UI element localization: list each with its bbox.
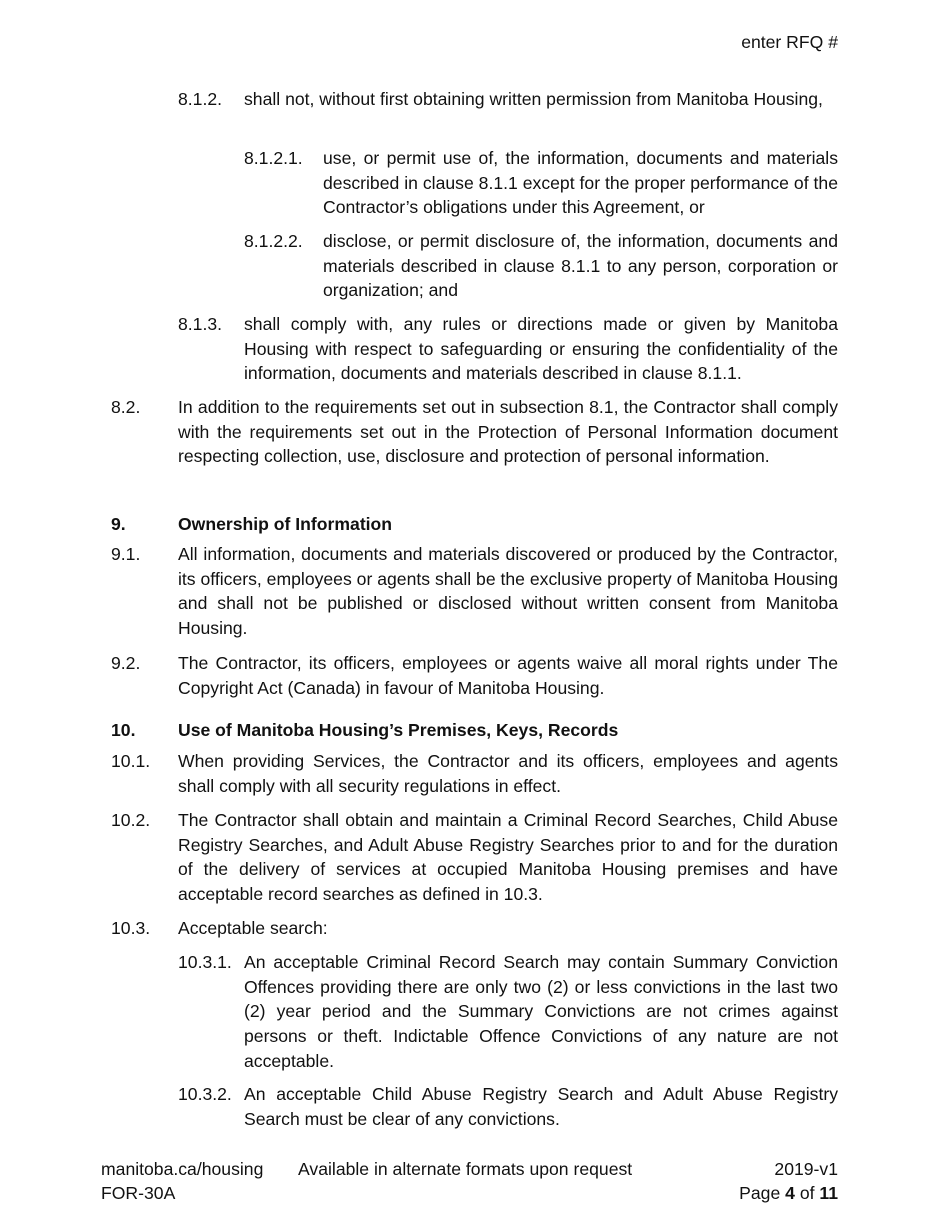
clause-text: In addition to the requirements set out in subsection 8.1, the Contractor shall comply with the requirements set out in the Protection of Personal Information document respecting collection, use, disclosure and protection of personal information. bbox=[178, 397, 838, 467]
section-title: Ownership of Information bbox=[178, 514, 393, 534]
section-heading-9 bbox=[111, 512, 838, 537]
clause-number: 10.3. bbox=[111, 918, 151, 938]
section-title: Use of Manitoba Housing’s Premises, Keys, Records bbox=[178, 720, 619, 740]
clause-number: 10.1. bbox=[111, 751, 151, 771]
page-total: 11 bbox=[819, 1183, 838, 1203]
section-heading-10 bbox=[111, 718, 838, 743]
footer-form-number: FOR-30A bbox=[101, 1183, 176, 1203]
clause-text: Acceptable search: bbox=[178, 918, 328, 938]
clause-text: All information, documents and materials discovered or produced by the Contractor, its officers, employees or agents shall be the exclusive property of Manitoba Housing and shall not be published or disclosed without written consent from Manitoba Housing. bbox=[178, 544, 838, 639]
page-of: of bbox=[799, 1183, 815, 1203]
clause-8-1-2-2 bbox=[244, 229, 838, 303]
clause-number: 10.3.1. bbox=[178, 952, 232, 972]
clause-8-1-2 bbox=[178, 87, 838, 112]
clause-text: The Contractor, its officers, employees or agents waive all moral rights under The Copyright Act (Canada) in favour of Manitoba Housing. bbox=[178, 653, 838, 698]
clause-9-2 bbox=[111, 651, 838, 700]
footer-version: 2019-v1 bbox=[774, 1159, 838, 1179]
clause-text: disclose, or permit disclosure of, the information, documents and materials described in clause 8.1.1 to any person, corporation or organization; and bbox=[323, 231, 838, 301]
footer-website: manitoba.ca/housing bbox=[101, 1159, 264, 1179]
clause-10-1 bbox=[111, 749, 838, 798]
clause-number: 8.1.2.2. bbox=[244, 231, 303, 251]
footer-alternate-formats: Available in alternate formats upon request bbox=[298, 1159, 633, 1179]
clause-10-3 bbox=[111, 916, 838, 941]
clause-10-3-1 bbox=[178, 950, 838, 1074]
footer-page-number bbox=[739, 1181, 838, 1205]
clause-8-2 bbox=[111, 395, 838, 469]
clause-text: An acceptable Child Abuse Registry Search and Adult Abuse Registry Search must be clear of any convictions. bbox=[244, 1084, 838, 1129]
clause-text: use, or permit use of, the information, documents and materials described in clause 8.1.1 except for the proper performance of the Contractor’s obligations under this Agreement, or bbox=[323, 148, 838, 218]
page-label: Page bbox=[739, 1183, 781, 1203]
clause-text: shall comply with, any rules or directions made or given by Manitoba Housing with respect to safeguarding or ensuring the confidentiality of the information, documents and materials described in clause 8.1.1. bbox=[244, 314, 838, 384]
clause-10-2 bbox=[111, 808, 838, 907]
section-number: 10. bbox=[111, 720, 136, 740]
clause-text: An acceptable Criminal Record Search may contain Summary Conviction Offences providing there are only two (2) or less convictions in the last two (2) year period and the Summary Convictions are not crimes against persons or theft. Indictable Offence Convictions of any nature are not acceptable. bbox=[244, 952, 838, 1071]
clause-number: 10.2. bbox=[111, 810, 151, 830]
clause-number: 8.1.2.1. bbox=[244, 148, 303, 168]
rfq-reference: enter RFQ # bbox=[741, 32, 838, 52]
clause-number: 8.1.2. bbox=[178, 89, 223, 109]
clause-number: 9.2. bbox=[111, 653, 141, 673]
clause-number: 10.3.2. bbox=[178, 1084, 232, 1104]
clause-number: 8.2. bbox=[111, 397, 141, 417]
clause-text: When providing Services, the Contractor and its officers, employees and agents shall comply with all security regulations in effect. bbox=[178, 751, 838, 796]
page-current: 4 bbox=[785, 1183, 795, 1203]
clause-10-3-2 bbox=[178, 1082, 838, 1131]
clause-text: shall not, without first obtaining written permission from Manitoba Housing, bbox=[244, 89, 823, 109]
clause-9-1 bbox=[111, 542, 838, 641]
page-footer bbox=[101, 1157, 838, 1205]
clause-number: 8.1.3. bbox=[178, 314, 223, 334]
clause-number: 9.1. bbox=[111, 544, 141, 564]
clause-8-1-3 bbox=[178, 312, 838, 386]
clause-8-1-2-1 bbox=[244, 146, 838, 220]
section-number: 9. bbox=[111, 514, 126, 534]
clause-text: The Contractor shall obtain and maintain a Criminal Record Searches, Child Abuse Registry Searches, and Adult Abuse Registry Searches prior to and for the duration of the delivery of services at occupied Manitoba Housing premises and have acceptable record searches as defined in 10.3. bbox=[178, 810, 838, 905]
